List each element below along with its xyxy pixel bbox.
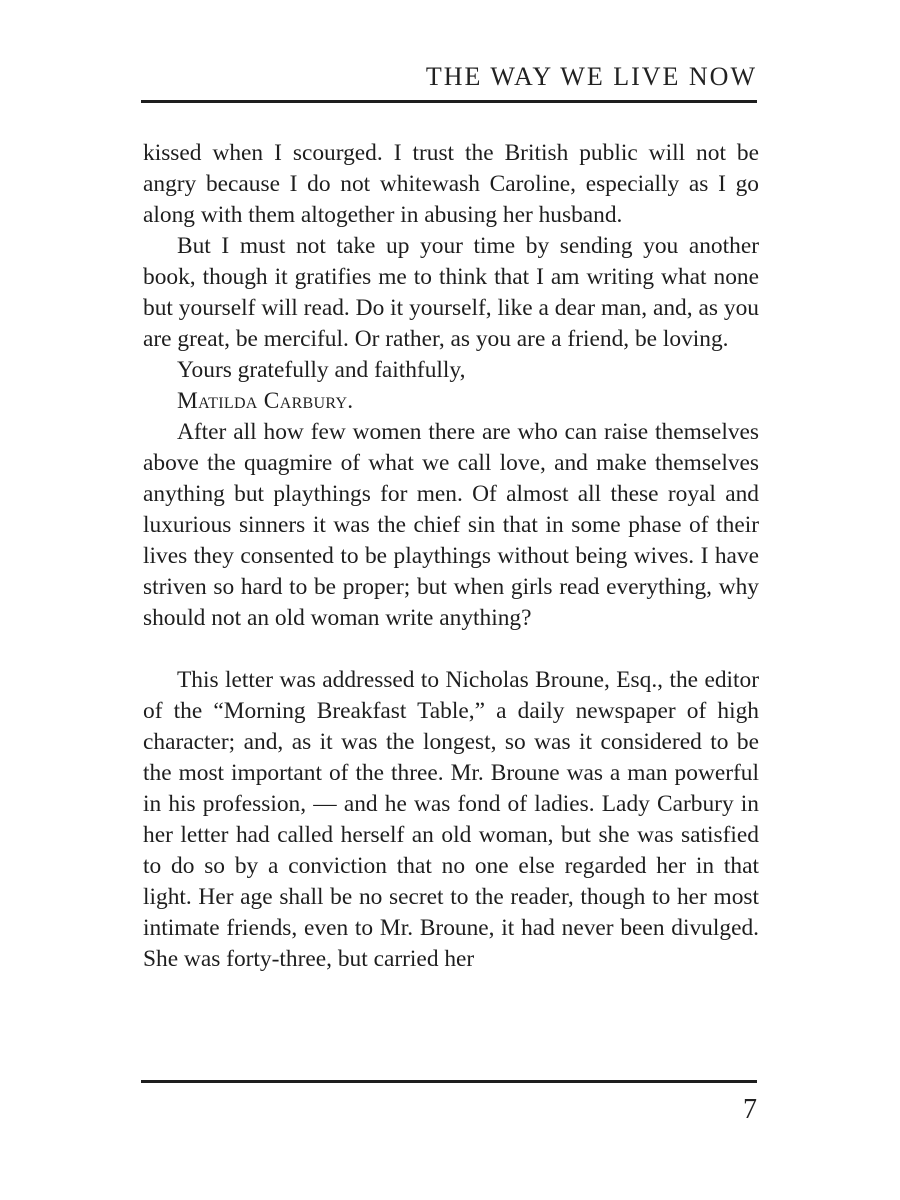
paragraph-narrative: This letter was addressed to Nicholas Broune, Esq., the editor of the “Morning Breakfast Table,” a daily newspaper of high character; and, as it was the longest, so was it considered to be the most important of the three. Mr. Broune was a man powerful in his profession, — and he was fond of ladies. Lady Carbury in her letter had called herself an old woman, but she was satisfied to do so by a conviction that no one else regarded her in that light. Her age shall be no secret to the reader, though to her most intimate friends, even to Mr. Broune, it had never been divulged. She was forty-three, but carried her xyxy=(143,667,759,972)
letter-closing: Yours gratefully and faithfully, xyxy=(177,357,466,383)
letter-signature: Matilda Carbury. xyxy=(177,388,354,414)
running-head-title: THE WAY WE LIVE NOW xyxy=(425,62,757,91)
paragraph-letter-body: But I must not take up your time by sending you another book, though it gratifies me to think that I am writing what none but yourself will read. Do it yourself, like a dear man, and, as you are great, be merciful. Or rather, as you are a friend, be loving. xyxy=(143,233,759,352)
paragraph-continuation: kissed when I scourged. I trust the British public will not be angry because I do not whitewash Caroline, especially as I go along with them altogether in abusing her husband. xyxy=(143,140,759,228)
section-break xyxy=(143,634,759,665)
body-text xyxy=(143,138,759,975)
footer-rule xyxy=(141,1080,757,1083)
page-number: 7 xyxy=(743,1094,757,1125)
paragraph-postscript: After all how few women there are who can raise themselves above the quagmire of what we call love, and make themselves anything but playthings for men. Of almost all these royal and luxurious sinners it was the chief sin that in some phase of their lives they consented to be playthings without being wives. I have striven so hard to be proper; but when girls read everything, why should not an old woman write anything? xyxy=(143,419,759,631)
header-rule xyxy=(141,100,757,103)
